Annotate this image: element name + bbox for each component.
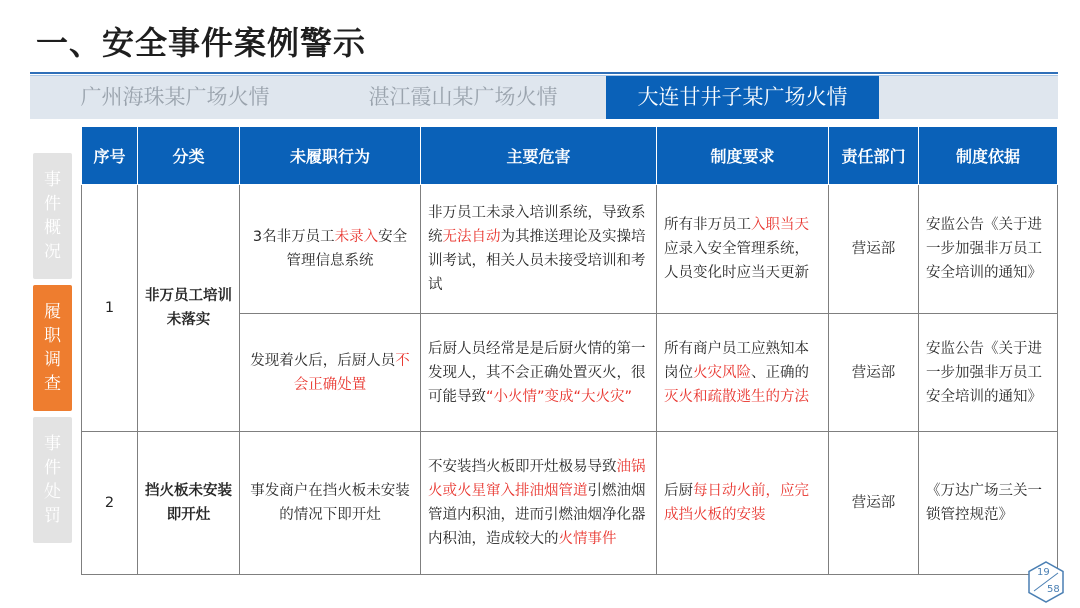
cell-basis: 安监公告《关于进一步加强非万员工安全培训的通知》	[919, 314, 1058, 432]
cell-basis: 《万达广场三关一锁管控规范》	[919, 432, 1058, 575]
side-tab-char: 处	[44, 482, 61, 502]
duty-investigation-table	[81, 126, 1058, 575]
header-behavior: 未履职行为	[240, 127, 421, 185]
title-divider	[30, 72, 1058, 74]
highlight-text: 无法自动	[442, 229, 501, 245]
header-hazard: 主要危害	[421, 127, 657, 185]
cell-category: 挡火板未安装即开灶	[138, 432, 240, 575]
cell-hazard	[421, 432, 657, 575]
highlight-text: 入职当天	[751, 217, 809, 233]
cell-text: 所有非万员工	[664, 217, 751, 233]
header-basis: 制度依据	[919, 127, 1058, 185]
cell-category: 非万员工培训未落实	[138, 185, 240, 432]
cell-text: 3名非万员工	[252, 229, 335, 245]
highlight-text: 油锅火或火星窜入排油烟管道	[428, 459, 646, 499]
page-current: 19	[1037, 567, 1050, 578]
cell-department: 营运部	[829, 432, 919, 575]
case-tab-bar	[30, 76, 1058, 119]
highlight-text: 火灾风险	[693, 364, 751, 381]
side-tab-char: 事	[44, 170, 61, 190]
header-department: 责任部门	[829, 127, 919, 185]
highlight-text: 未录入	[334, 229, 379, 245]
cell-text: 所有商户员工应熟知本岗位	[664, 340, 809, 381]
highlight-text: 每日动火前，应完成挡火板的安装	[664, 483, 809, 523]
cell-text: 后厨	[664, 483, 693, 499]
cell-text: 不安装挡火板即开灶极易导致	[428, 459, 617, 475]
side-tab-char: 况	[44, 242, 61, 262]
tab-zhanjiang-xiashan[interactable]: 湛江霞山某广场火情	[368, 85, 558, 109]
highlight-text: 灭火和疏散逃生的方法	[664, 388, 809, 405]
page-title: 一、安全事件案例警示	[36, 24, 367, 62]
header-index: 序号	[82, 127, 138, 185]
side-tab-char: 职	[44, 326, 61, 346]
cell-behavior	[240, 432, 421, 575]
side-tab-char: 件	[44, 458, 61, 478]
cell-behavior	[240, 314, 421, 432]
table-header-row	[82, 127, 1058, 185]
side-tab-char: 概	[44, 218, 61, 238]
side-tab-char: 履	[44, 302, 61, 322]
cell-text: 引燃油烟管道内积油，进而引燃油烟净化器内积油，造成较大的	[428, 483, 646, 547]
cell-basis: 安监公告《关于进一步加强非万员工安全培训的通知》	[919, 185, 1058, 314]
side-tab-event-overview[interactable]	[33, 153, 72, 279]
highlight-text: “小火情”变成“大火灾”	[486, 388, 633, 405]
tab-dalian-ganjingzi[interactable]: 大连甘井子某广场火情	[606, 76, 879, 119]
cell-hazard	[421, 185, 657, 314]
table-row	[82, 432, 1058, 575]
side-tab-char: 查	[44, 374, 61, 394]
side-tab-event-penalty[interactable]	[33, 417, 72, 543]
cell-hazard	[421, 314, 657, 432]
table-row	[82, 185, 1058, 314]
cell-text: 事发商户在挡火板未安装的情况下即开灶	[250, 483, 410, 523]
cell-text: 、正确的	[751, 364, 809, 381]
side-tab-char: 罚	[44, 506, 61, 526]
highlight-text: 不会正确处置	[293, 352, 410, 393]
side-tab-duty-investigation[interactable]	[33, 285, 72, 411]
cell-text: 发现着火后，后厨人员	[250, 352, 396, 369]
cell-index: 1	[82, 185, 138, 432]
cell-text: 安全管理信息系统	[286, 229, 408, 269]
side-tab-char: 调	[44, 350, 61, 370]
cell-text: 为其推送理论及实操培训考试，相关人员未接受培训和考试	[428, 229, 646, 293]
tab-guangzhou-haizhu[interactable]: 广州海珠某广场火情	[80, 85, 270, 109]
cell-behavior	[240, 185, 421, 314]
page-total: 58	[1047, 584, 1060, 595]
header-requirement: 制度要求	[657, 127, 829, 185]
header-category: 分类	[138, 127, 240, 185]
cell-department: 营运部	[829, 314, 919, 432]
cell-requirement	[657, 432, 829, 575]
cell-text: 应录入安全管理系统，人员变化时应当天更新	[664, 241, 809, 281]
cell-text: 后厨人员经常是是后厨火情的第一发现人，其不会正确处置灭火，很可能导致	[428, 340, 646, 405]
highlight-text: 火情事件	[558, 531, 617, 547]
page-number-badge	[1026, 560, 1066, 604]
cell-index: 2	[82, 432, 138, 575]
cell-requirement	[657, 314, 829, 432]
cell-requirement	[657, 185, 829, 314]
cell-department: 营运部	[829, 185, 919, 314]
side-tab-char: 事	[44, 434, 61, 454]
side-tab-char: 件	[44, 194, 61, 214]
cell-text: 非万员工未录入培训系统，导致系统	[428, 205, 646, 245]
